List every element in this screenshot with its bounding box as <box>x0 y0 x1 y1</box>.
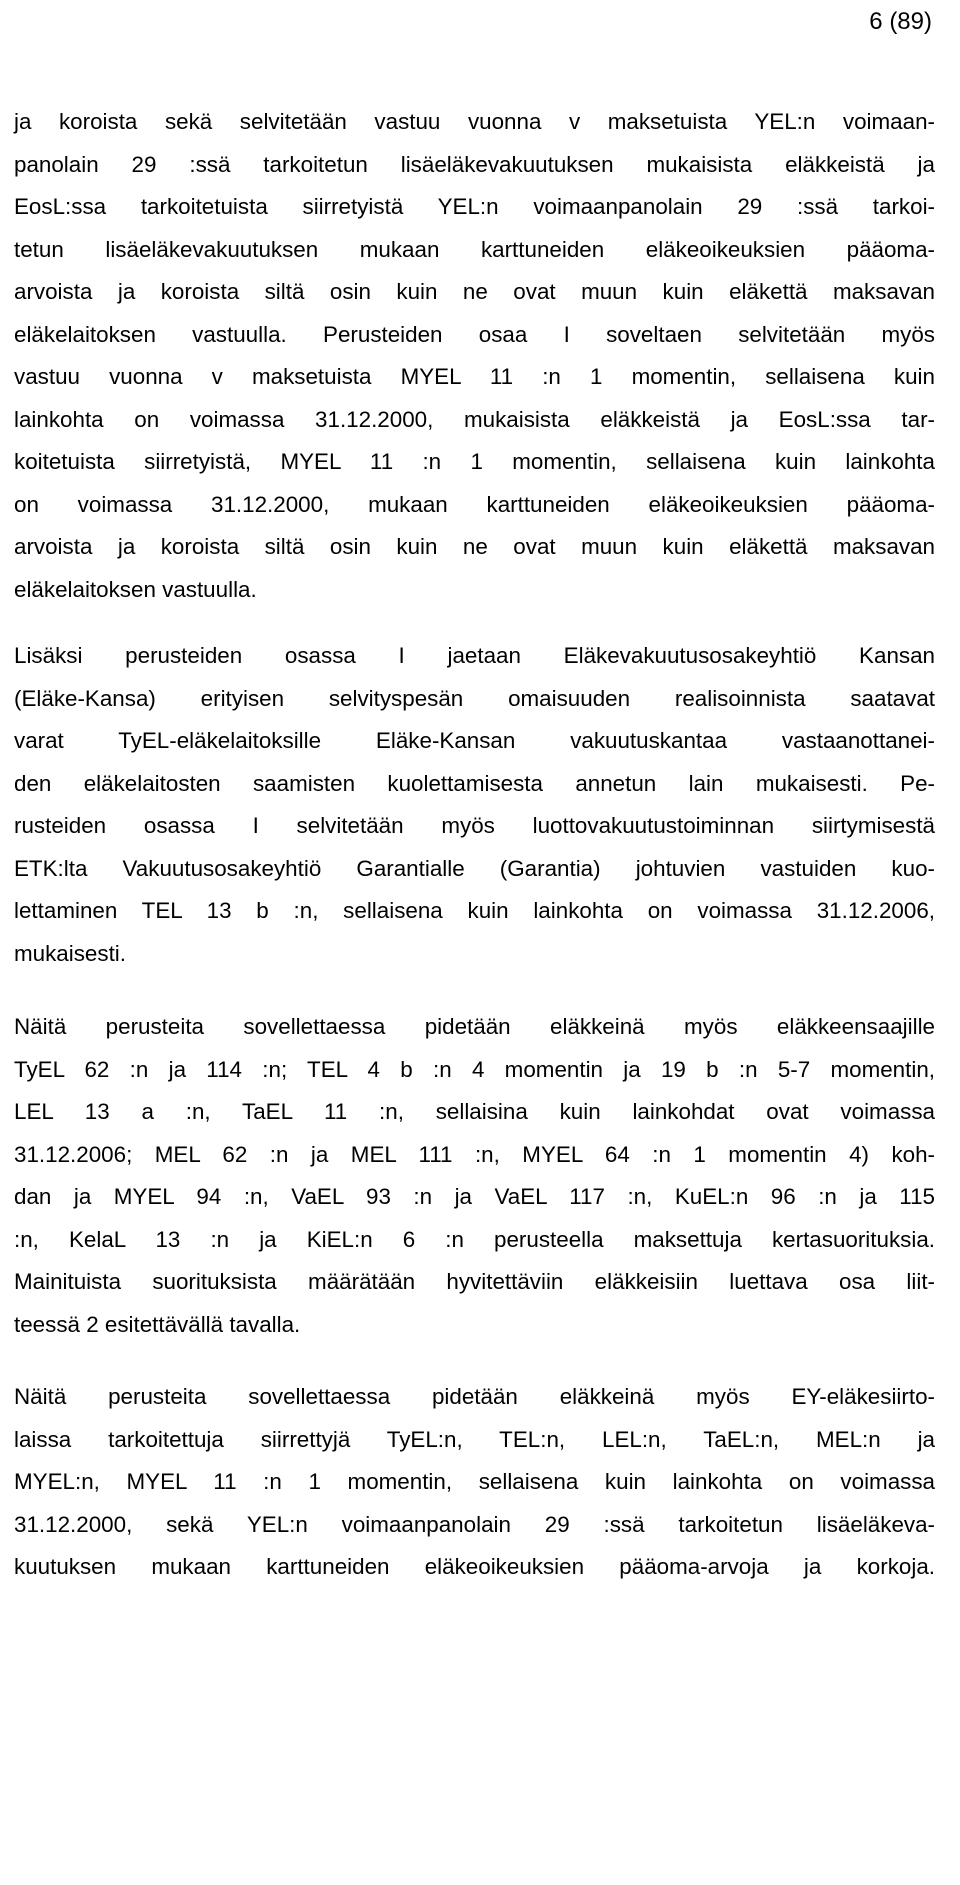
text-line: Lisäksi perusteiden osassa I jaetaan Eläkevakuutusosakeyhtiö Kansan <box>14 643 935 668</box>
text-line: mukaisesti. <box>14 940 126 966</box>
text-line: MYEL:n, MYEL 11 :n 1 momentin, sellaisena kuin lainkohta on voimassa <box>14 1469 935 1494</box>
text-line: lainkohta on voimassa 31.12.2000, mukaisista eläkkeistä ja EosL:ssa tar- <box>14 406 935 432</box>
text-line: arvoista ja koroista siltä osin kuin ne ovat muun kuin eläkettä maksavan <box>14 279 935 304</box>
text-line: TyEL 62 :n ja 114 :n; TEL 4 b :n 4 momentin ja 19 b :n 5-7 momentin, <box>14 1056 935 1082</box>
text-line: 31.12.2000, sekä YEL:n voimaanpanolain 29 :ssä tarkoitetun lisäeläkeva- <box>14 1511 935 1537</box>
text-line: on voimassa 31.12.2000, mukaan karttuneiden eläkeoikeuksien pääoma- <box>14 491 935 517</box>
text-line: kuutuksen mukaan karttuneiden eläkeoikeuksien pääoma-arvoja ja korkoja. <box>14 1554 935 1579</box>
text-line: :n, KelaL 13 :n ja KiEL:n 6 :n perusteella maksettuja kertasuorituksia. <box>14 1226 935 1252</box>
text-line: rusteiden osassa I selvitetään myös luottovakuutustoiminnan siirtymisestä <box>14 813 935 838</box>
text-line: dan ja MYEL 94 :n, VaEL 93 :n ja VaEL 117 :n, KuEL:n 96 :n ja 115 <box>14 1184 935 1209</box>
text-line: teessä 2 esitettävällä tavalla. <box>14 1311 301 1337</box>
text-line: den eläkelaitosten saamisten kuolettamisesta annetun lain mukaisesti. Pe- <box>14 770 935 796</box>
text-line: Näitä perusteita sovellettaessa pidetään eläkkeinä myös EY-eläkesiirto- <box>14 1384 935 1409</box>
text-line: (Eläke-Kansa) erityisen selvityspesän omaisuuden realisoinnista saatavat <box>14 685 935 711</box>
paragraph-3 <box>14 1006 935 1346</box>
text-line: tetun lisäeläkevakuutuksen mukaan karttuneiden eläkeoikeuksien pääoma- <box>14 236 935 262</box>
text-line: koitetuista siirretyistä, MYEL 11 :n 1 momentin, sellaisena kuin lainkohta <box>14 449 935 474</box>
text-line: varat TyEL-eläkelaitoksille Eläke-Kansan vakuutuskantaa vastaanottanei- <box>14 728 935 753</box>
text-line: ETK:lta Vakuutusosakeyhtiö Garantialle (Garantia) johtuvien vastuiden kuo- <box>14 855 935 881</box>
text-line: Näitä perusteita sovellettaessa pidetään eläkkeinä myös eläkkeensaajille <box>14 1014 935 1039</box>
text-line: laissa tarkoitettuja siirrettyjä TyEL:n, TEL:n, LEL:n, TaEL:n, MEL:n ja <box>14 1426 935 1452</box>
paragraph-4 <box>14 1376 935 1589</box>
paragraph-2 <box>14 635 935 975</box>
paragraph-1 <box>14 101 935 611</box>
text-line: vastuu vuonna v maksetuista MYEL 11 :n 1 momentin, sellaisena kuin <box>14 364 935 389</box>
text-line: panolain 29 :ssä tarkoitetun lisäeläkevakuutuksen mukaisista eläkkeistä ja <box>14 151 935 177</box>
text-line: eläkelaitoksen vastuulla. <box>14 576 257 602</box>
page-number: 6 (89) <box>869 8 932 35</box>
text-line: lettaminen TEL 13 b :n, sellaisena kuin lainkohta on voimassa 31.12.2006, <box>14 898 935 923</box>
text-line: arvoista ja koroista siltä osin kuin ne ovat muun kuin eläkettä maksavan <box>14 534 935 559</box>
text-line: LEL 13 a :n, TaEL 11 :n, sellaisina kuin lainkohdat ovat voimassa <box>14 1099 935 1124</box>
text-line: 31.12.2006; MEL 62 :n ja MEL 111 :n, MYEL 64 :n 1 momentin 4) koh- <box>14 1141 935 1167</box>
text-line: EosL:ssa tarkoitetuista siirretyistä YEL:n voimaanpanolain 29 :ssä tarkoi- <box>14 194 935 219</box>
text-line: ja koroista sekä selvitetään vastuu vuonna v maksetuista YEL:n voimaan- <box>14 109 935 134</box>
text-line: Mainituista suorituksista määrätään hyvitettäviin eläkkeisiin luettava osa liit- <box>14 1269 935 1294</box>
text-line: eläkelaitoksen vastuulla. Perusteiden osaa I soveltaen selvitetään myös <box>14 321 935 347</box>
